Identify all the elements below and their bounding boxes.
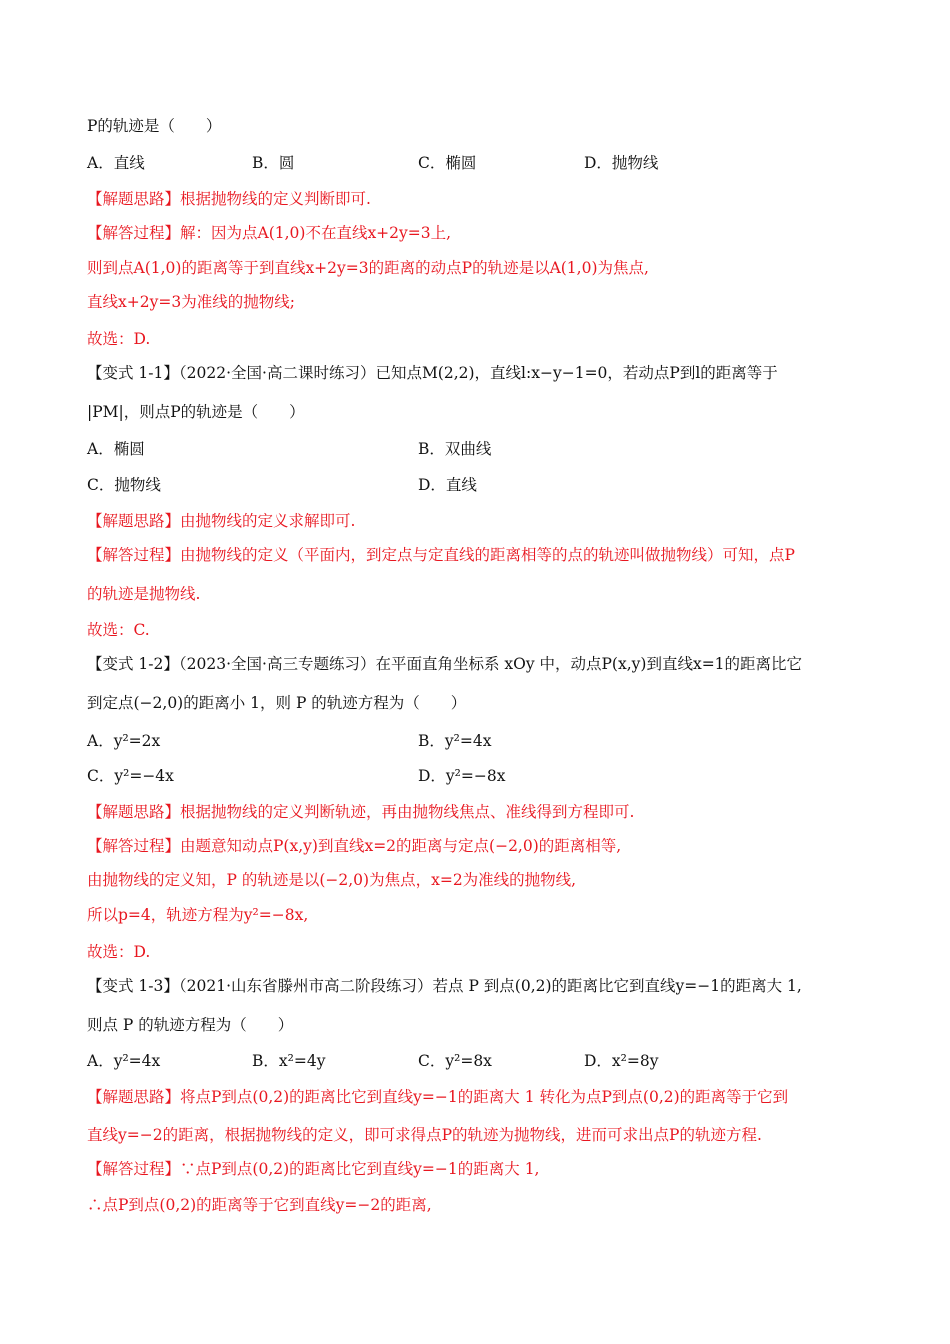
solution-line: 的轨迹是抛物线. <box>87 585 201 603</box>
answer-choice: 故选：C. <box>87 621 150 639</box>
variant-question: 【变式 1-1】（2022·全国·高二课时练习）已知点M(2,2)，直线l:x−y−1=0，若动点P到l的距离等于 <box>87 364 778 382</box>
option-a: A．y²=4x <box>87 1052 161 1070</box>
option-b: B．圆 <box>252 154 295 172</box>
option-c: C．y²=8x <box>418 1052 492 1070</box>
solution-idea: 【解题思路】将点P到点(0,2)的距离比它到直线y=−1的距离大 1 转化为点P到点(0,2)的距离等于它到 <box>87 1088 789 1106</box>
option-d: D．抛物线 <box>584 154 659 172</box>
option-c: C．抛物线 <box>87 476 161 494</box>
variant-question: 【变式 1-3】（2021·山东省滕州市高二阶段练习）若点 P 到点(0,2)的距离比它到直线y=−1的距离大 1, <box>87 977 802 995</box>
solution-process: 【解答过程】由抛物线的定义（平面内，到定点与定直线的距离相等的点的轨迹叫做抛物线）可知，点P <box>87 546 795 564</box>
variant-question-line: 则点 P 的轨迹方程为（ ） <box>87 1016 294 1034</box>
option-b: B．x²=4y <box>252 1052 326 1070</box>
solution-idea: 【解题思路】由抛物线的定义求解即可. <box>87 512 356 530</box>
solution-idea: 【解题思路】根据抛物线的定义判断即可. <box>87 190 371 208</box>
solution-process: 【解答过程】由题意知动点P(x,y)到直线x=2的距离与定点(−2,0)的距离相等, <box>87 837 622 855</box>
option-b: B．双曲线 <box>418 440 492 458</box>
solution-idea-line: 直线y=−2的距离，根据抛物线的定义，即可求得点P的轨迹为抛物线，进而可求出点P的轨迹方程. <box>87 1126 762 1144</box>
option-c: C．y²=−4x <box>87 767 174 785</box>
option-a: A．椭圆 <box>87 440 145 458</box>
solution-line: 所以p=4，轨迹方程为y²=−8x, <box>87 906 309 924</box>
variant-question: 【变式 1-2】（2023·全国·高三专题练习）在平面直角坐标系 xOy 中，动点P(x,y)到直线x=1的距离比它 <box>87 655 803 673</box>
solution-line: 由抛物线的定义知，P 的轨迹是以(−2,0)为焦点，x=2为准线的抛物线, <box>87 871 577 889</box>
option-a: A．y²=2x <box>87 732 161 750</box>
question-stem-tail: P的轨迹是（ ） <box>87 117 222 135</box>
solution-process: 【解答过程】∵点P到点(0,2)的距离比它到直线y=−1的距离大 1, <box>87 1160 540 1178</box>
solution-idea: 【解题思路】根据抛物线的定义判断轨迹，再由抛物线焦点、准线得到方程即可. <box>87 803 635 821</box>
answer-choice: 故选：D. <box>87 330 151 348</box>
option-d: D．y²=−8x <box>418 767 506 785</box>
option-a: A．直线 <box>87 154 145 172</box>
option-b: B．y²=4x <box>418 732 492 750</box>
option-d: D．x²=8y <box>584 1052 659 1070</box>
solution-process: 【解答过程】解：因为点A(1,0)不在直线x+2y=3上, <box>87 224 452 242</box>
option-d: D．直线 <box>418 476 477 494</box>
solution-line: 则到点A(1,0)的距离等于到直线x+2y=3的距离的动点P的轨迹是以A(1,0)为焦点, <box>87 259 649 277</box>
solution-line: ∴点P到点(0,2)的距离等于它到直线y=−2的距离, <box>87 1196 432 1214</box>
variant-question-line: 到定点(−2,0)的距离小 1，则 P 的轨迹方程为（ ） <box>87 694 467 712</box>
answer-choice: 故选：D. <box>87 943 151 961</box>
variant-question-line: |PM|，则点P的轨迹是（ ） <box>87 403 305 421</box>
option-c: C．椭圆 <box>418 154 477 172</box>
solution-line: 直线x+2y=3为准线的抛物线; <box>87 293 295 311</box>
